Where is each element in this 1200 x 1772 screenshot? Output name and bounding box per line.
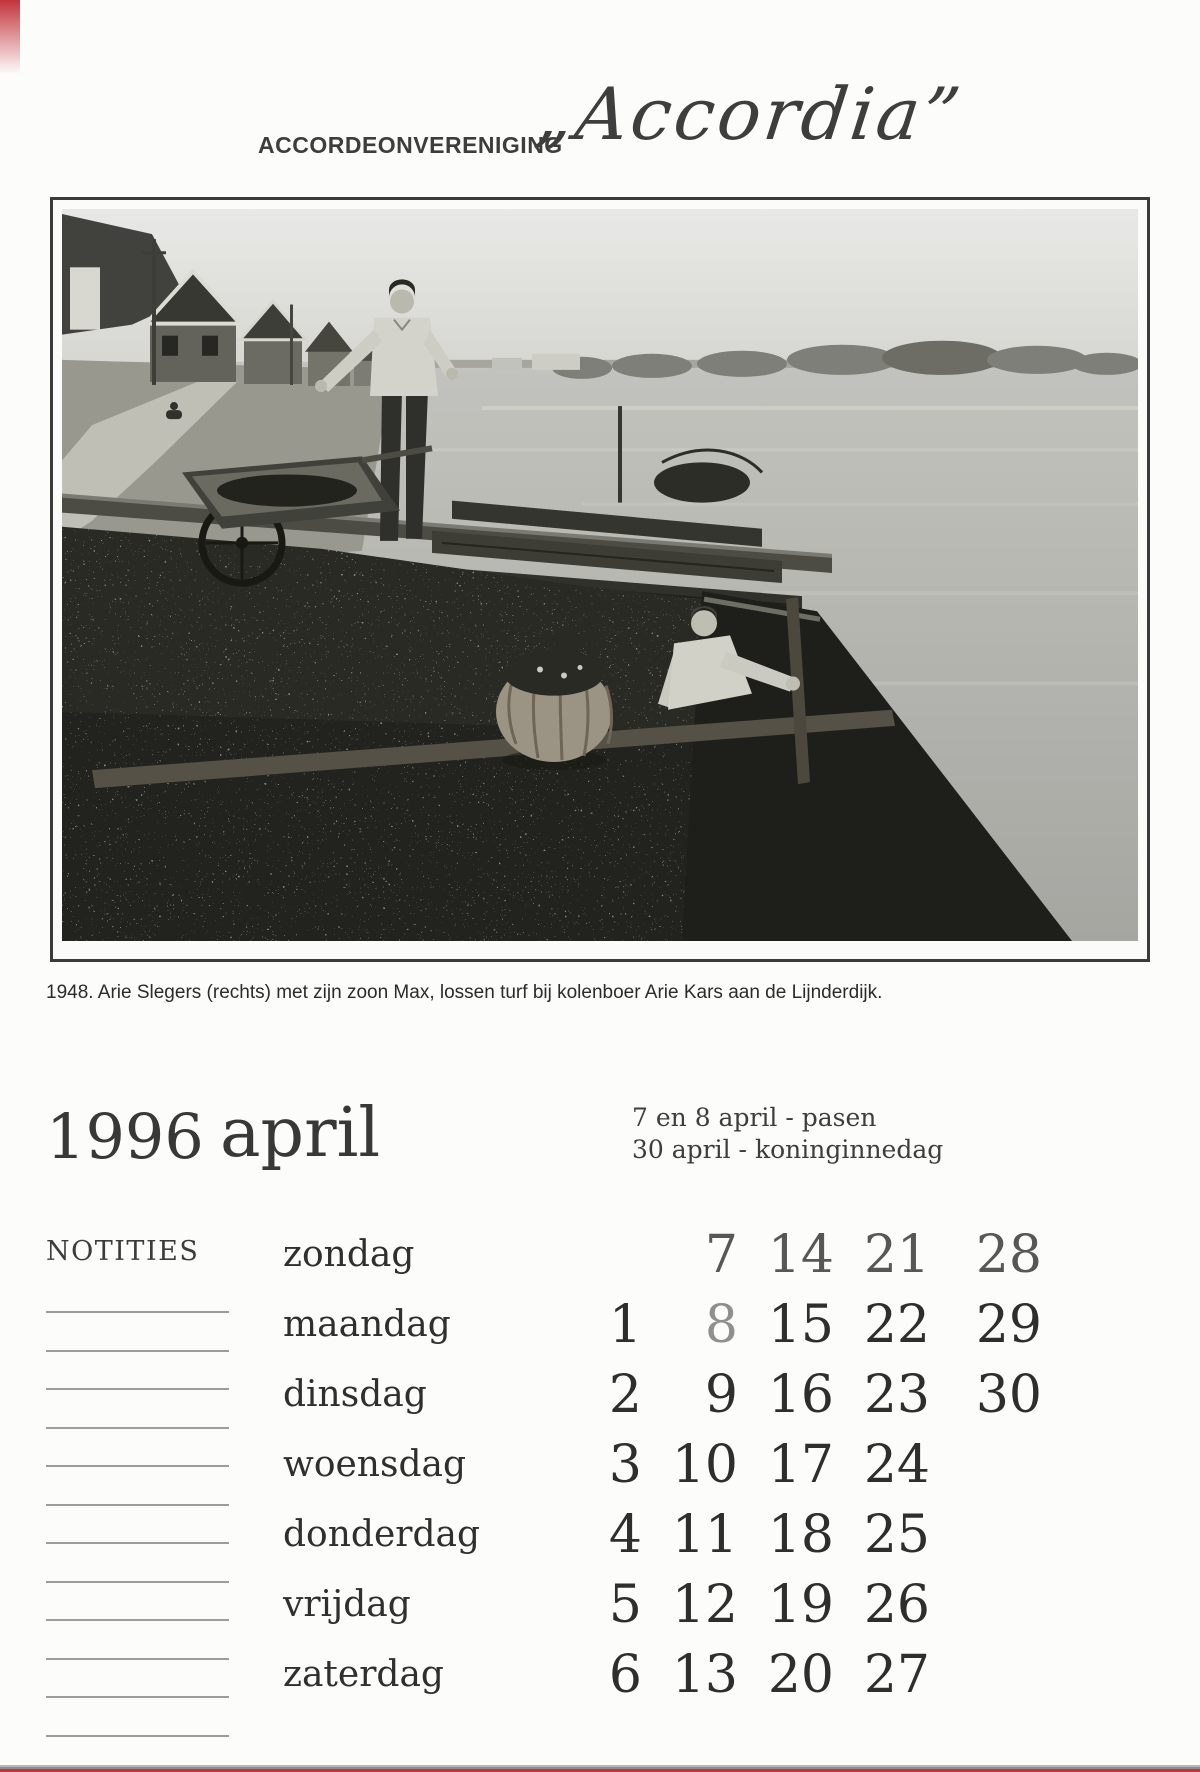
date-5: 5: [608, 1575, 642, 1635]
date-25: 25: [863, 1505, 930, 1565]
note-line: [46, 1465, 229, 1467]
date-20: 20: [767, 1645, 834, 1705]
notes-column: [46, 1236, 231, 1756]
date-4: 4: [608, 1505, 642, 1565]
day-label-dinsdag: dinsdag: [283, 1374, 427, 1415]
scan-edge-red-mark: [0, 0, 20, 74]
note-line: [46, 1619, 229, 1621]
year-label: 1996: [46, 1100, 204, 1173]
scan-edge-bottom-strip: [0, 1765, 1200, 1772]
date-29: 29: [975, 1295, 1042, 1355]
note-line: [46, 1311, 229, 1313]
day-label-zaterdag: zaterdag: [283, 1654, 444, 1695]
note-line: [46, 1388, 229, 1390]
day-label-maandag: maandag: [283, 1304, 451, 1345]
note-line: [46, 1696, 229, 1698]
organization-name: ACCORDEONVERENIGING: [258, 132, 563, 158]
date-11: 11: [671, 1505, 738, 1565]
photo-tone-overlay: [62, 209, 1138, 941]
calendar-row-donderdag: [283, 1500, 1056, 1570]
holiday-note: 30 april - koninginnedag: [632, 1135, 944, 1164]
date-8: 8: [704, 1295, 738, 1355]
notes-label: NOTITIES: [46, 1236, 200, 1267]
calendar-row-dinsdag: [283, 1360, 1056, 1430]
date-empty: [944, 1500, 1056, 1570]
date-30: 30: [975, 1365, 1042, 1425]
date-9: 9: [704, 1365, 738, 1425]
date-17: 17: [767, 1435, 834, 1495]
calendar-row-zondag: [283, 1220, 1056, 1290]
date-1: 1: [608, 1295, 642, 1355]
calendar-row-woensdag: [283, 1430, 1056, 1500]
date-19: 19: [767, 1575, 834, 1635]
calendar-row-zaterdag: [283, 1640, 1056, 1710]
date-3: 3: [608, 1435, 642, 1495]
date-12: 12: [671, 1575, 738, 1635]
date-13: 13: [671, 1645, 738, 1705]
date-14: 14: [767, 1225, 834, 1285]
photo-frame: [50, 197, 1150, 962]
note-line: [46, 1735, 229, 1737]
date-27: 27: [863, 1645, 930, 1705]
note-line: [46, 1658, 229, 1660]
date-15: 15: [767, 1295, 834, 1355]
date-empty: [944, 1430, 1056, 1500]
day-label-zondag: zondag: [283, 1234, 415, 1275]
date-grid: [283, 1220, 1056, 1710]
month-label: april: [220, 1094, 381, 1173]
date-18: 18: [767, 1505, 834, 1565]
date-empty: [944, 1570, 1056, 1640]
day-label-donderdag: donderdag: [283, 1514, 481, 1555]
note-line: [46, 1581, 229, 1583]
date-6: 6: [608, 1645, 642, 1705]
note-line: [46, 1504, 229, 1506]
date-21: 21: [863, 1225, 930, 1285]
day-label-woensdag: woensdag: [283, 1444, 467, 1485]
note-line: [46, 1350, 229, 1352]
photo-caption: 1948. Arie Slegers (rechts) met zijn zoon Max, lossen turf bij kolenboer Arie Kars aan de Lijnderdijk.: [46, 982, 883, 1003]
date-23: 23: [863, 1365, 930, 1425]
accordia-logo: „Accordia”: [530, 72, 968, 156]
date-24: 24: [863, 1435, 930, 1495]
note-line: [46, 1542, 229, 1544]
date-10: 10: [671, 1435, 738, 1495]
date-2: 2: [608, 1365, 642, 1425]
day-label-vrijdag: vrijdag: [283, 1584, 411, 1625]
date-7: 7: [704, 1225, 738, 1285]
date-22: 22: [863, 1295, 930, 1355]
holiday-notes: [632, 1102, 943, 1166]
date-26: 26: [863, 1575, 930, 1635]
date-empty: [944, 1640, 1056, 1710]
holiday-note: 7 en 8 april - pasen: [632, 1103, 877, 1132]
barge-photo: [62, 209, 1138, 941]
note-line: [46, 1427, 229, 1429]
date-16: 16: [767, 1365, 834, 1425]
date-28: 28: [975, 1225, 1042, 1285]
calendar-row-vrijdag: [283, 1570, 1056, 1640]
calendar-row-maandag: [283, 1290, 1056, 1360]
date-empty: [560, 1220, 656, 1290]
